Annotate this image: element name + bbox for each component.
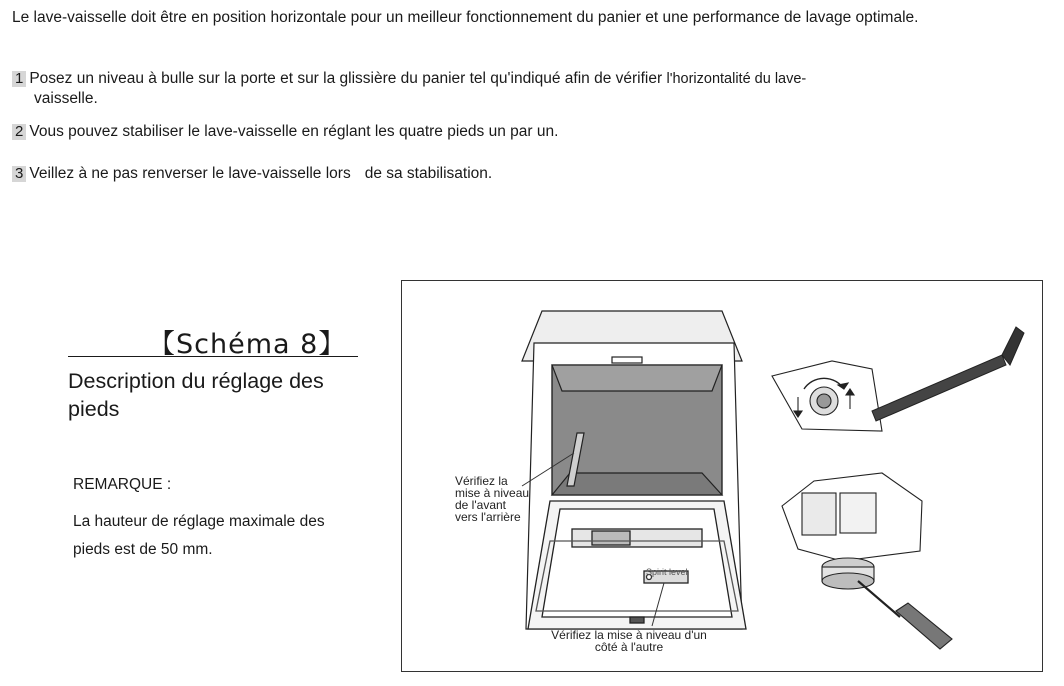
side-side-level-label: Vérifiez la mise à niveau d'un côté à l'autre [551,628,707,654]
foot-detail-inset [772,361,882,431]
step-2 [12,122,558,141]
step-text-continued: l'horizontalité du lave- [666,71,807,87]
step-text-continued: de sa stabilisation. [364,165,493,182]
step-number: 2 [12,124,26,140]
remark-heading: REMARQUE : [73,476,172,493]
step-text: Vous pouvez stabiliser le lave-vaisselle en réglant les quatre pieds un par un. [29,123,559,140]
schema-divider [68,356,358,357]
step-number: 3 [12,166,26,182]
remark-text: La hauteur de réglage maximale des pieds est de 50 mm. [73,513,325,558]
intro-paragraph: Le lave-vaisselle doit être en position horizontale pour un meilleur fonctionnement du panier et une performance de lavage optimale. [12,9,919,26]
dishwasher-door [528,501,746,629]
screwdriver-detail [782,473,952,649]
front-back-level-label: Vérifiez la mise à niveau de l'avant vers l'arrière [455,474,530,524]
step-text-wrap: vaisselle. [34,90,98,107]
dishwasher-figure [401,280,1043,672]
allen-key [872,327,1024,421]
schema-subtitle: Description du réglage des pieds [68,369,324,421]
step-text: Veillez à ne pas renverser le lave-vaisselle lors [29,165,351,182]
spirit-level-label: Spirit level [646,567,688,577]
step-1 [12,69,1032,108]
step-text: Posez un niveau à bulle sur la porte et sur la glissière du panier tel qu'indiqué afin de vérifier [29,70,667,87]
step-number: 1 [12,71,26,87]
schema-title: 【Schéma 8】 [148,329,347,360]
step-3 [12,164,492,183]
